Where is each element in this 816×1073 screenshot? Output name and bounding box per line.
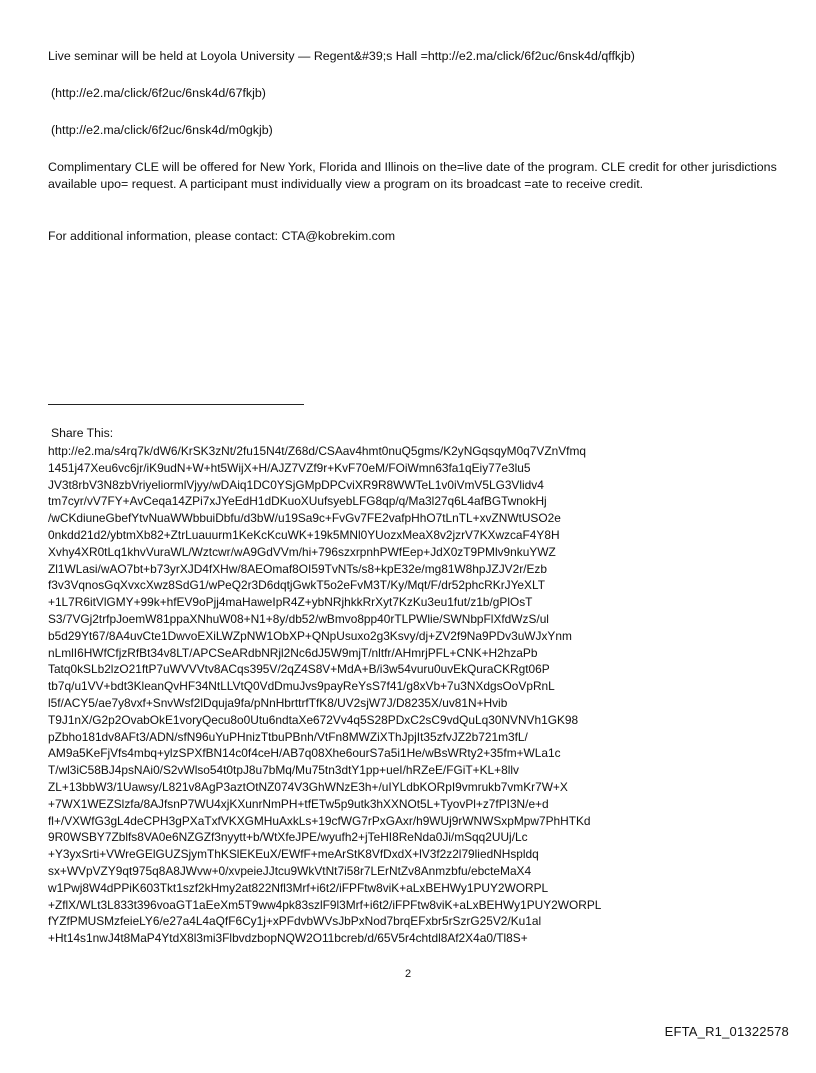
- share-link-line[interactable]: nLmlI6HWfCfjzRfBt34v8LT/APCSeARdbNRjl2Nc6dJ5W9mjT/nltfr/AHmrjPFL+CNK+H2hzaPb: [48, 645, 538, 660]
- share-link-line[interactable]: Zl1WLasi/wAO7bt+b73yrXJD4fXHw/8AEOmaf8OI59TvNTs/s8+kpE32e/mg81W8hpJZJV2r/Ezb: [48, 561, 547, 576]
- share-link-line[interactable]: fYZfPMUSMzfeieLY6/e27a4L4aQfF6Cy1j+xPFdvbWVsJbPxNod7brqEFxbr5rSzrG25V2/Ku1al: [48, 914, 542, 929]
- share-link-line[interactable]: S3/7VGj2trfpJoemW81ppaXNhuW08+N1+8y/db52/wBmvo8pp40rTLPWlie/SWNbpFlXfdWzS/ul: [48, 611, 549, 626]
- document-id-stamp: EFTA_R1_01322578: [664, 1024, 789, 1039]
- share-link-line[interactable]: Tatq0kSLb2lzO21ftP7uWVVVtv8ACqs395V/2qZ4S8V+MdA+B/i3w54vuru0uvEkQuraCKRgt06P: [48, 662, 550, 677]
- share-link-line[interactable]: +ZflX/WLt3L833t396voaGT1aEeXm5T9ww4pk83szlF9l3Mrf+i6t2/iFPFtw8viK+aLxBEHWy1PUY2WORPL: [48, 897, 602, 912]
- share-link-line[interactable]: l5f/ACY5/ae7y8vxf+SnvWsf2lDquja9fa/pNnHbrttrfTfK8/UV2sjW7J/D8235X/uv81N+Hvib: [48, 695, 508, 710]
- share-link-block[interactable]: [48, 443, 788, 947]
- contact-info-text: For additional information, please contact: CTA@kobrekim.com: [48, 229, 396, 243]
- share-link-line[interactable]: fl+/VXWfG3gL4deCPH3gPXaTxfVKXGMHuAxkLs+19cfWG7rPxGAxr/h9WUj9rWNWSxpMpw7PhHTKd: [48, 813, 591, 828]
- share-link-line[interactable]: /wCKdiuneGbefYtvNuaWWbbuiDbfu/d3bW/u19Sa9c+FvGv7FE2vafpHhO7tLnTL+xvZNWtUSO2e: [48, 511, 561, 526]
- share-link-line[interactable]: T9J1nX/G2p2OvabOkE1voryQecu8o0Utu6ndtaXe672Vv4q5S28PDxC2sC9vdQuLq30NVNVh1GK98: [48, 712, 579, 727]
- share-link-line[interactable]: +Ht14s1nwJ4t8MaP4YtdX8l3mi3FlbvdzbopNQW2O11bcreb/d/65V5r4chtdl8Af2X4a0/Tl8S+: [48, 931, 528, 946]
- share-link-line[interactable]: +Y3yxSrti+VWreGElGUZSjymThKSlEKEuX/EWfF+meArStK8VfDxdX+lV3f2z2l79liedNHspldq: [48, 847, 539, 862]
- seminar-link-2[interactable]: (http://e2.ma/click/6f2uc/6nsk4d/m0gkjb): [51, 123, 273, 137]
- footnote-divider: [48, 404, 304, 405]
- page-number: 2: [404, 968, 412, 980]
- seminar-link-1[interactable]: (http://e2.ma/click/6f2uc/6nsk4d/67fkjb): [51, 86, 266, 100]
- cle-credit-paragraph: Complimentary CLE will be offered for New York, Florida and Illinois on the=live date of the program. CLE credit for other jurisdictions available upo= request. A participant must individually view a program on its broadcast =ate to receive credit.: [48, 160, 777, 191]
- share-link-line[interactable]: Xvhy4XR0tLq1khvVuraWL/Wztcwr/wA9GdVVm/hi+796szxrpnhPWfEep+JdX0zT9PMlv9nkuYWZ: [48, 544, 556, 559]
- share-link-line[interactable]: sx+WVpVZY9qt975q8A8JWvw+0/xvpeieJJtcu9WkVtNt7i58r7LErNtZv8Anmzbfu/ebcteMaX4: [48, 863, 532, 878]
- share-link-line[interactable]: JV3t8rbV3N8zbVriyeliormlVjyy/wDAiq1DC0YSjGMpDPCviXR9R8WWTeL1v0iVmV5LG3Vlidv4: [48, 477, 544, 492]
- share-link-line[interactable]: pZbho181dv8AFt3/ADN/sfN96uYuPHnizTtbuPBnh/VtFn8MWZiXThJpjIt35zfvJZ2b721m3fL/: [48, 729, 528, 744]
- seminar-location-text: Live seminar will be held at Loyola University — Regent&#39;s Hall =http://e2.ma/click/6f2uc/6nsk4d/qffkjb): [48, 49, 635, 63]
- share-link-line[interactable]: w1Pwj8W4dPPiK603Tkt1szf2kHmy2at822Nfl3Mrf+i6t2/iFPFtw8viK+aLxBEHWy1PUY2WORPL: [48, 880, 549, 895]
- share-link-line[interactable]: tm7cyr/vV7FY+AvCeqa14ZPi7xJYeEdH1dDKuoXUufsyebLFG8qp/q/Ma3l27q6L4afBGTwnokHj: [48, 494, 547, 509]
- share-link-line[interactable]: T/wl3iC58BJ4psNAi0/S2vWlso54t0tpJ8u7bMq/Mu75tn3dtY1pp+ueI/hRZeE/FGiT+KL+8llv: [48, 763, 519, 778]
- share-link-line[interactable]: 9R0WSBY7Zblfs8VA0e6NZGZf3nyytt+b/WtXfeJPE/wyufh2+jTeHI8ReNda0Ji/mSqq2UUj/Lc: [48, 830, 528, 845]
- share-link-line[interactable]: tb7q/u1VV+bdt3KleanQvHF34NtLLVtQ0VdDmuJvs9payReYsS7f41/g8xVb+7u3NXdgsOoVpRnL: [48, 679, 555, 694]
- share-this-label: Share This:: [51, 426, 114, 440]
- share-link-line[interactable]: +1L7R6itVlGMY+99k+hfEV9oPjj4maHaweIpR4Z+ybNRjhkkRrXyt7KzKu3eu1fut/z1b/gPlOsT: [48, 595, 533, 610]
- share-link-line[interactable]: f3v3VqnosGqXvxcXwz8SdG1/wPeQ2r3D6dqtjGwkT5o2eFvM3T/Ky/Mqt/F/dr52phcRKrJYeXLT: [48, 578, 545, 593]
- share-link-line[interactable]: b5d29Yt67/8A4uvCte1DwvoEXiLWZpNW1ObXP+QNpUsuxo2g3Ksvy/dj+ZV2f9Na9PDv3uWJxYnm: [48, 628, 572, 643]
- share-link-line[interactable]: +7WX1WEZSlzfa/8AJfsnP7WU4xjKXunrNmPH+tfETw5p9utk3hXXNOt5L+TyovPl+z7fPI3N/e+d: [48, 796, 549, 811]
- share-link-line[interactable]: AM9a5KeFjVfs4mbq+ylzSPXfBN14c0f4ceH/AB7q08Xhe6ourS7a5i1He/wBsWRty2+35fm+WLa1c: [48, 746, 561, 761]
- share-link-line[interactable]: http://e2.ma/s4rq7k/dW6/KrSK3zNt/2fu15N4t/Z68d/CSAav4hmt0nuQ5gms/K2yNGqsqyM0q7VZnVfmq: [48, 444, 586, 458]
- share-link-line[interactable]: 1451j47Xeu6vc6jr/iK9udN+W+ht5WijX+H/AJZ7VZf9r+KvF70eM/FOiWmn63fa1qEiy77e3lu5: [48, 460, 531, 475]
- share-link-line[interactable]: ZL+13bbW3/1Uawsy/L821v8AgP3aztOtNZ074V3GhWNzE3h+/uIYLdbKORpI9vmrukb7vmKr7W+X: [48, 779, 568, 794]
- share-link-line[interactable]: 0nkdd21d2/ybtmXb82+ZtrLuauurm1KeKcKcuWK+19k5MNl0YUozxMeaX8v2jzrV7KXwzcaF4Y8H: [48, 527, 560, 542]
